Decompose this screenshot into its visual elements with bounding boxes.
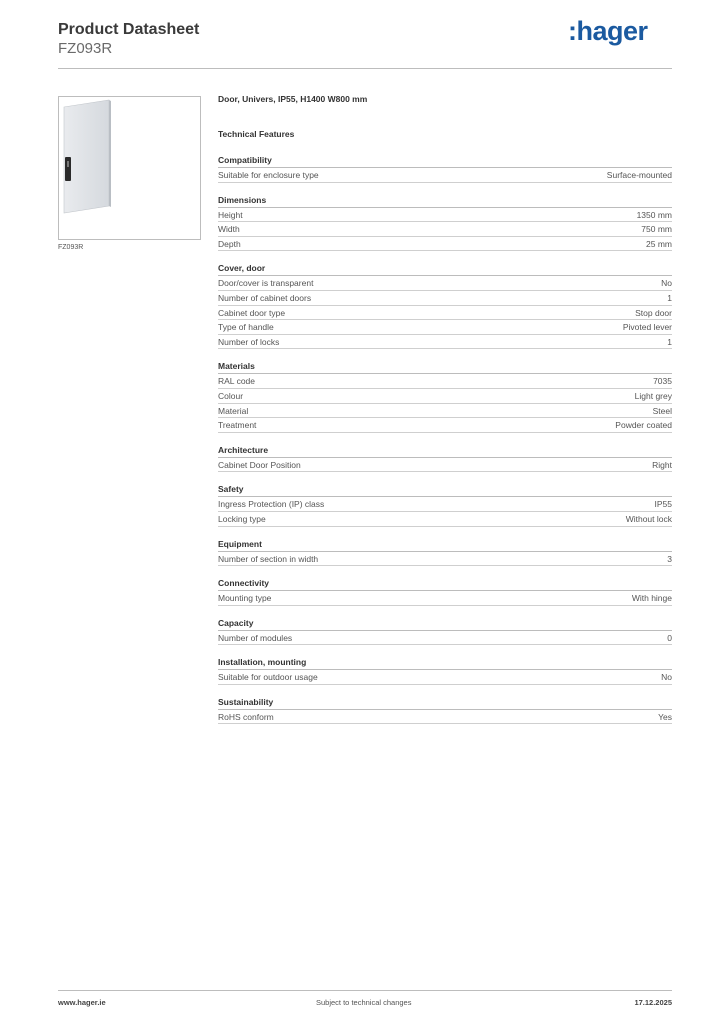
spec-value: 25 mm xyxy=(646,238,672,249)
spec-row xyxy=(218,291,672,306)
page-title: Product Datasheet xyxy=(58,21,200,38)
spec-value: Steel xyxy=(652,405,672,416)
spec-value: Yes xyxy=(658,711,672,722)
spec-row xyxy=(218,497,672,512)
spec-label: Treatment xyxy=(218,420,257,431)
spec-label: RAL code xyxy=(218,376,256,387)
spec-value: 1 xyxy=(667,292,672,303)
footer-date: 17.12.2025 xyxy=(634,998,672,1007)
spec-section xyxy=(218,578,672,606)
footer-website[interactable]: www.hager.ie xyxy=(58,998,106,1007)
section-title: Capacity xyxy=(218,618,672,631)
section-title: Connectivity xyxy=(218,578,672,591)
footer-notice: Subject to technical changes xyxy=(316,998,412,1007)
spec-row xyxy=(218,552,672,567)
spec-row xyxy=(218,168,672,183)
spec-value: 1 xyxy=(667,336,672,347)
spec-value: 0 xyxy=(667,632,672,643)
spec-sections xyxy=(218,155,672,724)
image-caption: FZ093R xyxy=(58,244,84,251)
header-divider xyxy=(58,68,672,69)
section-title: Materials xyxy=(218,361,672,374)
spec-row xyxy=(218,208,672,223)
spec-section xyxy=(218,484,672,526)
spec-label: Width xyxy=(218,224,240,235)
spec-value: Stop door xyxy=(635,307,672,318)
spec-label: Depth xyxy=(218,238,241,249)
spec-row xyxy=(218,710,672,725)
spec-value: No xyxy=(661,672,672,683)
spec-row xyxy=(218,404,672,419)
spec-section xyxy=(218,657,672,685)
spec-label: Number of locks xyxy=(218,336,280,347)
section-title: Dimensions xyxy=(218,195,672,208)
spec-label: Colour xyxy=(218,390,244,401)
product-image xyxy=(58,96,201,240)
technical-features-heading: Technical Features xyxy=(218,129,295,139)
spec-section xyxy=(218,195,672,252)
spec-section xyxy=(218,361,672,432)
product-code: FZ093R xyxy=(58,40,113,57)
spec-value: No xyxy=(661,278,672,289)
spec-row xyxy=(218,306,672,321)
section-title: Safety xyxy=(218,484,672,497)
spec-value: IP55 xyxy=(654,499,672,510)
spec-row xyxy=(218,418,672,433)
spec-row xyxy=(218,335,672,350)
spec-row xyxy=(218,591,672,606)
spec-label: Mounting type xyxy=(218,593,272,604)
spec-label: Number of modules xyxy=(218,632,293,643)
spec-row xyxy=(218,670,672,685)
spec-value: Pivoted lever xyxy=(622,322,672,333)
spec-value: With hinge xyxy=(631,593,672,604)
spec-label: Number of section in width xyxy=(218,553,319,564)
spec-value: Surface-mounted xyxy=(606,170,672,180)
door-panel-icon xyxy=(59,97,200,239)
spec-label: Suitable for enclosure type xyxy=(218,170,319,180)
spec-row xyxy=(218,389,672,404)
spec-section xyxy=(218,155,672,183)
spec-row xyxy=(218,320,672,335)
hager-logo xyxy=(568,16,648,47)
spec-row xyxy=(218,374,672,389)
spec-label: Type of handle xyxy=(218,322,274,333)
section-title: Compatibility xyxy=(218,155,672,168)
spec-section xyxy=(218,445,672,473)
section-title: Equipment xyxy=(218,539,672,552)
spec-label: Height xyxy=(218,209,243,220)
logo-text: hager xyxy=(576,16,648,46)
spec-row xyxy=(218,512,672,527)
spec-label: RoHS conform xyxy=(218,711,274,722)
spec-row xyxy=(218,458,672,473)
spec-section xyxy=(218,263,672,349)
spec-section xyxy=(218,697,672,725)
spec-section xyxy=(218,539,672,567)
spec-label: Suitable for outdoor usage xyxy=(218,672,318,683)
section-title: Installation, mounting xyxy=(218,657,672,670)
spec-row xyxy=(218,222,672,237)
spec-row xyxy=(218,276,672,291)
spec-label: Door/cover is transparent xyxy=(218,278,314,289)
spec-section xyxy=(218,618,672,646)
product-description: Door, Univers, IP55, H1400 W800 mm xyxy=(218,94,368,104)
spec-label: Ingress Protection (IP) class xyxy=(218,499,325,510)
spec-value: 750 mm xyxy=(641,224,672,235)
spec-label: Material xyxy=(218,405,249,416)
spec-value: Without lock xyxy=(625,513,672,524)
spec-value: Powder coated xyxy=(615,420,672,431)
spec-value: Right xyxy=(652,459,672,470)
spec-label: Cabinet door type xyxy=(218,307,286,318)
spec-content xyxy=(218,94,672,724)
spec-label: Locking type xyxy=(218,513,266,524)
section-title: Cover, door xyxy=(218,263,672,276)
spec-value: Light grey xyxy=(634,390,672,401)
spec-row xyxy=(218,237,672,252)
section-title: Architecture xyxy=(218,445,672,458)
footer-divider xyxy=(58,990,672,991)
spec-value: 1350 mm xyxy=(636,209,672,220)
spec-value: 7035 xyxy=(653,376,672,387)
spec-value: 3 xyxy=(667,553,672,564)
section-title: Sustainability xyxy=(218,697,672,710)
spec-label: Cabinet Door Position xyxy=(218,459,301,470)
spec-label: Number of cabinet doors xyxy=(218,292,312,303)
logo-dots-icon: : xyxy=(568,16,577,46)
spec-row xyxy=(218,631,672,646)
